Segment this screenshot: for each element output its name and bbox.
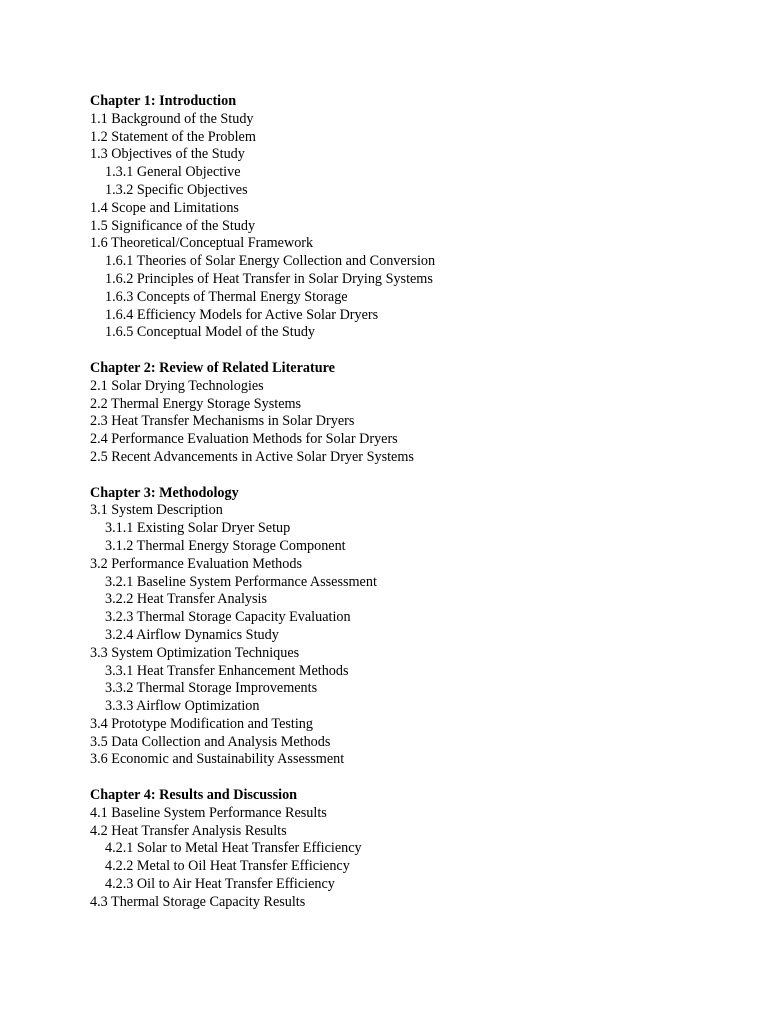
toc-section-entry: 3.2 Performance Evaluation Methods: [90, 555, 302, 572]
toc-section-entry: 1.2 Statement of the Problem: [90, 128, 256, 145]
toc-subsection-entry: 4.2.2 Metal to Oil Heat Transfer Efficiency: [105, 858, 350, 875]
toc-subsection-entry: 3.1.1 Existing Solar Dryer Setup: [105, 520, 291, 537]
toc-section-entry: 3.1 System Description: [90, 502, 223, 519]
toc-subsection-entry: 3.2.2 Heat Transfer Analysis: [105, 591, 267, 608]
chapter-section: [90, 93, 730, 342]
toc-body: [90, 93, 730, 912]
toc-subsection-entry: 4.2.1 Solar to Metal Heat Transfer Efficiency: [105, 840, 362, 857]
chapter-heading: Chapter 1: Introduction: [90, 93, 237, 109]
toc-section-entry: 4.1 Baseline System Performance Results: [90, 804, 327, 821]
toc-section-entry: 3.5 Data Collection and Analysis Methods: [90, 733, 331, 750]
toc-subsection-entry: 4.2.3 Oil to Air Heat Transfer Efficiency: [105, 876, 335, 893]
toc-section-entry: 1.3 Objectives of the Study: [90, 146, 245, 163]
chapter-heading: Chapter 2: Review of Related Literature: [90, 359, 335, 376]
toc-subsection-entry: 3.2.3 Thermal Storage Capacity Evaluation: [105, 609, 351, 626]
toc-section-entry: 4.3 Thermal Storage Capacity Results: [90, 893, 306, 910]
toc-subsection-entry: 3.3.2 Thermal Storage Improvements: [105, 680, 318, 697]
toc-section-entry: 2.2 Thermal Energy Storage Systems: [90, 395, 302, 412]
toc-section-entry: 2.5 Recent Advancements in Active Solar Dryer Systems: [90, 448, 414, 465]
toc-subsection-entry: 3.3.3 Airflow Optimization: [105, 698, 260, 715]
toc-section-entry: 2.1 Solar Drying Technologies: [90, 377, 264, 394]
chapter-section: [90, 360, 730, 467]
toc-subsection-entry: 1.6.5 Conceptual Model of the Study: [105, 324, 316, 341]
toc-section-entry: 2.4 Performance Evaluation Methods for Solar Dryers: [90, 431, 398, 448]
toc-section-entry: 3.3 System Optimization Techniques: [90, 644, 300, 661]
toc-subsection-entry: 3.3.1 Heat Transfer Enhancement Methods: [105, 662, 349, 679]
toc-subsection-entry: 1.3.1 General Objective: [105, 164, 241, 181]
chapter-section: [90, 787, 730, 912]
toc-section-entry: 3.4 Prototype Modification and Testing: [90, 715, 313, 732]
toc-subsection-entry: 3.2.1 Baseline System Performance Assessment: [105, 573, 377, 590]
chapter-heading: Chapter 3: Methodology: [90, 484, 239, 501]
chapter-heading: Chapter 4: Results and Discussion: [90, 787, 298, 804]
toc-subsection-entry: 1.6.4 Efficiency Models for Active Solar Dryers: [105, 306, 379, 323]
toc-subsection-entry: 3.1.2 Thermal Energy Storage Component: [105, 537, 346, 554]
toc-section-entry: 1.4 Scope and Limitations: [90, 199, 239, 216]
chapter-section: [90, 485, 730, 770]
table-of-contents: [90, 93, 730, 929]
toc-subsection-entry: 1.6.2 Principles of Heat Transfer in Solar Drying Systems: [105, 270, 433, 287]
toc-section-entry: 3.6 Economic and Sustainability Assessment: [90, 751, 345, 768]
toc-section-entry: 1.6 Theoretical/Conceptual Framework: [90, 235, 314, 252]
toc-subsection-entry: 1.6.1 Theories of Solar Energy Collection and Conversion: [105, 253, 436, 270]
toc-section-entry: 1.5 Significance of the Study: [90, 217, 256, 234]
toc-section-entry: 2.3 Heat Transfer Mechanisms in Solar Dryers: [90, 413, 355, 430]
toc-subsection-entry: 3.2.4 Airflow Dynamics Study: [105, 626, 279, 643]
toc-section-entry: 1.1 Background of the Study: [90, 110, 254, 127]
toc-subsection-entry: 1.3.2 Specific Objectives: [105, 181, 248, 198]
toc-section-entry: 4.2 Heat Transfer Analysis Results: [90, 822, 287, 839]
toc-subsection-entry: 1.6.3 Concepts of Thermal Energy Storage: [105, 288, 348, 305]
